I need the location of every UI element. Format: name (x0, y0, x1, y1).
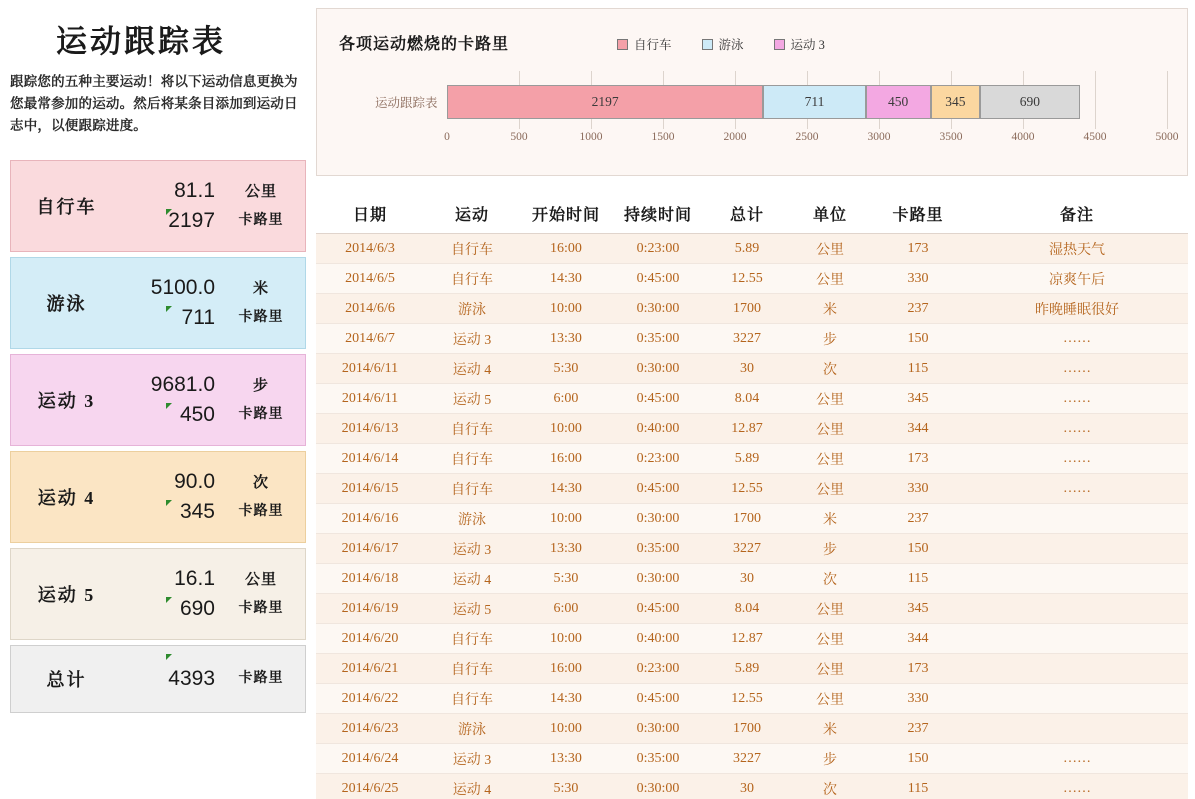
table-cell: 5:30 (520, 564, 612, 594)
table-cell (966, 684, 1188, 714)
table-row[interactable] (316, 624, 1188, 654)
table-cell: 115 (870, 774, 966, 799)
card-calorie-value: 450 (179, 403, 215, 426)
table-row[interactable] (316, 774, 1188, 799)
table-cell: …… (966, 354, 1188, 384)
table-row[interactable] (316, 684, 1188, 714)
table-row[interactable] (316, 234, 1188, 264)
table-cell: 自行车 (424, 264, 520, 294)
table-cell: 150 (870, 324, 966, 354)
card-calorie-unit: 卡路里 (238, 503, 284, 519)
table-cell: 2014/6/18 (316, 564, 424, 594)
legend-item (702, 35, 744, 53)
table-cell: 0:30:00 (612, 354, 704, 384)
table-cell: 0:30:00 (612, 564, 704, 594)
table-cell (966, 714, 1188, 744)
card-name: 总计 (46, 670, 87, 690)
column-header-notes: 备注 (966, 196, 1188, 234)
legend-swatch-bike (617, 39, 628, 50)
legend-swatch-exercise-3 (774, 39, 785, 50)
legend-label: 自行车 (634, 38, 672, 52)
table-cell: 2014/6/17 (316, 534, 424, 564)
table-cell: 0:35:00 (612, 534, 704, 564)
table-cell: …… (966, 774, 1188, 799)
table-cell: 0:45:00 (612, 684, 704, 714)
table-cell: 237 (870, 714, 966, 744)
chart-x-tick-label: 2000 (723, 131, 747, 143)
table-cell: 115 (870, 564, 966, 594)
calories-chart-panel (316, 8, 1188, 176)
table-cell: 0:23:00 (612, 444, 704, 474)
card-calorie-value: 345 (179, 500, 215, 523)
table-cell: 公里 (790, 594, 870, 624)
table-cell: 米 (790, 294, 870, 324)
table-cell: 330 (870, 264, 966, 294)
chart-x-tick-label: 5000 (1155, 131, 1179, 143)
table-cell: 运动 4 (424, 354, 520, 384)
table-cell: 5:30 (520, 774, 612, 799)
chart-x-axis (444, 131, 1179, 151)
table-cell: 次 (790, 774, 870, 799)
table-cell: 30 (704, 354, 790, 384)
chart-bar-value: 711 (804, 94, 825, 109)
card-distance-unit: 步 (252, 377, 269, 394)
table-row[interactable] (316, 714, 1188, 744)
card-distance-unit: 公里 (244, 183, 277, 200)
chart-x-tick-label: 0 (444, 131, 450, 143)
table-cell: 公里 (790, 474, 870, 504)
chart-x-tick-label: 1500 (651, 131, 675, 143)
table-cell: 2014/6/5 (316, 264, 424, 294)
table-row[interactable] (316, 534, 1188, 564)
table-cell: 6:00 (520, 594, 612, 624)
chart-x-tick-label: 4500 (1083, 131, 1107, 143)
page-description: 跟踪您的五种主要运动！将以下运动信息更换为您最常参加的运动。然后将某条目添加到运动日志中，以便跟踪进度。 (10, 74, 298, 133)
table-cell: 150 (870, 534, 966, 564)
table-cell: 米 (790, 714, 870, 744)
table-cell: 2014/6/25 (316, 774, 424, 799)
table-row[interactable] (316, 504, 1188, 534)
table-cell: 公里 (790, 414, 870, 444)
table-cell: 自行车 (424, 624, 520, 654)
table-cell: 3227 (704, 324, 790, 354)
table-cell: 1700 (704, 504, 790, 534)
card-distance-unit: 米 (252, 280, 269, 297)
table-cell: 12.55 (704, 684, 790, 714)
table-cell: 0:23:00 (612, 654, 704, 684)
table-cell (966, 564, 1188, 594)
table-cell: 3227 (704, 534, 790, 564)
chart-gridline (1167, 71, 1168, 129)
table-cell: 2014/6/20 (316, 624, 424, 654)
table-cell: 345 (870, 384, 966, 414)
table-cell: 0:35:00 (612, 744, 704, 774)
card-distance-unit: 次 (252, 474, 269, 491)
table-cell: 0:45:00 (612, 264, 704, 294)
table-cell (966, 624, 1188, 654)
table-cell: 2014/6/19 (316, 594, 424, 624)
table-cell: 自行车 (424, 654, 520, 684)
table-cell: 自行车 (424, 444, 520, 474)
legend-item (774, 35, 825, 53)
table-cell: 14:30 (520, 264, 612, 294)
table-row[interactable] (316, 354, 1188, 384)
table-cell: 公里 (790, 234, 870, 264)
comment-marker-icon (166, 403, 172, 409)
card-name: 运动 5 (37, 585, 96, 605)
chart-x-tick-label: 500 (510, 131, 528, 143)
card-calorie-unit: 卡路里 (238, 600, 284, 616)
table-cell: 237 (870, 504, 966, 534)
table-row[interactable] (316, 594, 1188, 624)
table-cell: 1700 (704, 714, 790, 744)
card-name: 游泳 (46, 294, 87, 314)
table-cell: 330 (870, 474, 966, 504)
table-cell: 运动 5 (424, 594, 520, 624)
table-cell: 173 (870, 654, 966, 684)
table-header-row (316, 196, 1188, 234)
card-distance-value: 16.1 (174, 567, 215, 591)
table-cell: 2014/6/14 (316, 444, 424, 474)
table-cell: 2014/6/16 (316, 504, 424, 534)
card-distance-unit: 公里 (244, 571, 277, 588)
table-cell: 步 (790, 324, 870, 354)
table-cell: 30 (704, 564, 790, 594)
comment-marker-icon (166, 306, 172, 312)
chart-bar-value: 2197 (591, 94, 619, 109)
table-cell: 运动 4 (424, 774, 520, 799)
table-cell: 步 (790, 534, 870, 564)
summary-cards (10, 160, 306, 718)
table-cell: 5.89 (704, 654, 790, 684)
column-header-total: 总计 (704, 196, 790, 234)
column-header-exercise: 运动 (424, 196, 520, 234)
table-cell: 12.55 (704, 264, 790, 294)
chart-plot-area (339, 71, 1179, 151)
chart-x-tick-label: 3000 (867, 131, 891, 143)
table-cell: 步 (790, 744, 870, 774)
table-cell: 16:00 (520, 444, 612, 474)
table-row[interactable] (316, 474, 1188, 504)
table-cell: …… (966, 324, 1188, 354)
table-cell: …… (966, 384, 1188, 414)
table-cell: 2014/6/13 (316, 414, 424, 444)
table-cell: 0:30:00 (612, 774, 704, 799)
table-cell: 0:23:00 (612, 234, 704, 264)
table-cell: …… (966, 414, 1188, 444)
table-cell (966, 504, 1188, 534)
table-row[interactable] (316, 654, 1188, 684)
card-distance-value: 9681.0 (150, 373, 215, 397)
card-calorie-value: 711 (181, 306, 215, 329)
summary-card-swim[interactable] (10, 257, 306, 349)
summary-card-exercise-3[interactable] (10, 354, 306, 446)
column-header-date: 日期 (316, 196, 424, 234)
table-row[interactable] (316, 414, 1188, 444)
table-cell: 公里 (790, 384, 870, 414)
column-header-duration: 持续时间 (612, 196, 704, 234)
table-cell: 344 (870, 624, 966, 654)
table-cell: 公里 (790, 624, 870, 654)
table-cell: 5:30 (520, 354, 612, 384)
table-row[interactable] (316, 294, 1188, 324)
table-cell: 凉爽午后 (966, 264, 1188, 294)
table-body (316, 234, 1188, 799)
card-distance-value: 90.0 (174, 470, 215, 494)
table-cell: 10:00 (520, 714, 612, 744)
table-cell: 14:30 (520, 474, 612, 504)
chart-x-tick-label: 2500 (795, 131, 819, 143)
column-header-unit: 单位 (790, 196, 870, 234)
exercise-log-table (316, 196, 1188, 799)
card-name: 运动 4 (37, 488, 96, 508)
column-header-start-time: 开始时间 (520, 196, 612, 234)
table-cell: 0:45:00 (612, 474, 704, 504)
chart-bar-segment (763, 85, 865, 119)
table-cell: 昨晚睡眠很好 (966, 294, 1188, 324)
table-cell: 10:00 (520, 294, 612, 324)
chart-title: 各项运动燃烧的卡路里 (339, 36, 510, 53)
table-cell: 0:40:00 (612, 414, 704, 444)
table-cell: …… (966, 744, 1188, 774)
chart-bar-value: 690 (1019, 94, 1040, 109)
table-cell: 345 (870, 594, 966, 624)
summary-card-exercise-5[interactable] (10, 548, 306, 640)
table-cell: 10:00 (520, 414, 612, 444)
table-cell: 14:30 (520, 684, 612, 714)
table-cell: 公里 (790, 684, 870, 714)
column-header-calories: 卡路里 (870, 196, 966, 234)
table-cell: 游泳 (424, 294, 520, 324)
card-calorie-unit: 卡路里 (238, 212, 284, 228)
table-cell: 0:35:00 (612, 324, 704, 354)
table-cell: 2014/6/3 (316, 234, 424, 264)
chart-x-tick-label: 3500 (939, 131, 963, 143)
card-calorie-unit: 卡路里 (238, 406, 284, 422)
table-cell: 公里 (790, 444, 870, 474)
table-cell: 173 (870, 444, 966, 474)
table-cell: 公里 (790, 654, 870, 684)
intro-section (10, 8, 306, 137)
chart-category-label: 运动跟踪表 (375, 96, 438, 110)
legend-item (617, 35, 672, 53)
table-cell: 运动 3 (424, 744, 520, 774)
table-cell: 运动 3 (424, 324, 520, 354)
table-cell: 16:00 (520, 234, 612, 264)
card-calorie-unit: 卡路里 (238, 309, 284, 325)
table-cell: 8.04 (704, 384, 790, 414)
table-cell: 3227 (704, 744, 790, 774)
table-cell: 30 (704, 774, 790, 799)
table-cell: 运动 4 (424, 564, 520, 594)
table-cell: 13:30 (520, 534, 612, 564)
chart-bars (447, 85, 1167, 119)
table-cell: 173 (870, 234, 966, 264)
table-cell: 运动 5 (424, 384, 520, 414)
table-cell: 8.04 (704, 594, 790, 624)
table-cell: 115 (870, 354, 966, 384)
card-total-value: 4393 (168, 667, 215, 691)
table-cell: 次 (790, 564, 870, 594)
card-total-unit: 卡路里 (238, 671, 284, 687)
table-cell: 5.89 (704, 444, 790, 474)
table-cell: 2014/6/23 (316, 714, 424, 744)
summary-card-total (10, 645, 306, 713)
chart-bar-segment (866, 85, 931, 119)
chart-bar-segment (931, 85, 981, 119)
table-cell: 0:45:00 (612, 384, 704, 414)
table-cell (966, 534, 1188, 564)
summary-card-exercise-4[interactable] (10, 451, 306, 543)
card-distance-value: 5100.0 (150, 276, 215, 300)
table-cell: 2014/6/22 (316, 684, 424, 714)
table-cell: 自行车 (424, 684, 520, 714)
chart-x-tick-label: 4000 (1011, 131, 1035, 143)
table-cell: 湿热天气 (966, 234, 1188, 264)
table-cell: 0:30:00 (612, 714, 704, 744)
comment-marker-icon (166, 654, 172, 660)
table-cell: 344 (870, 414, 966, 444)
table-row[interactable] (316, 324, 1188, 354)
table-cell: 6:00 (520, 384, 612, 414)
chart-bar-segment (980, 85, 1079, 119)
card-calorie-value: 690 (179, 597, 215, 620)
table-cell: 2014/6/21 (316, 654, 424, 684)
legend-swatch-swim (702, 39, 713, 50)
table-cell: 运动 3 (424, 534, 520, 564)
table-cell: 5.89 (704, 234, 790, 264)
chart-legend (617, 35, 825, 53)
chart-x-tick-label: 1000 (579, 131, 603, 143)
card-name: 运动 3 (37, 391, 96, 411)
table-cell: 自行车 (424, 414, 520, 444)
legend-label: 运动 3 (790, 38, 825, 52)
table-cell: 2014/6/11 (316, 384, 424, 414)
card-calorie-value: 2197 (168, 209, 215, 232)
table-cell: 米 (790, 504, 870, 534)
table-cell (966, 654, 1188, 684)
table-cell: 2014/6/24 (316, 744, 424, 774)
table-cell: 2014/6/6 (316, 294, 424, 324)
table-cell: 150 (870, 744, 966, 774)
chart-bar-segment (447, 85, 763, 119)
table-cell: …… (966, 444, 1188, 474)
table-cell: 237 (870, 294, 966, 324)
table-cell: 10:00 (520, 504, 612, 534)
table-cell: 2014/6/15 (316, 474, 424, 504)
table-cell: 1700 (704, 294, 790, 324)
comment-marker-icon (166, 500, 172, 506)
table-cell: 0:40:00 (612, 624, 704, 654)
legend-label: 游泳 (718, 38, 744, 52)
card-name: 自行车 (36, 197, 97, 217)
table-cell: 13:30 (520, 324, 612, 354)
table-row[interactable] (316, 444, 1188, 474)
table-cell: 次 (790, 354, 870, 384)
table-cell: 16:00 (520, 654, 612, 684)
table-cell (966, 594, 1188, 624)
comment-marker-icon (166, 597, 172, 603)
table-cell: 10:00 (520, 624, 612, 654)
table-cell: 游泳 (424, 504, 520, 534)
table-cell: 12.87 (704, 414, 790, 444)
table-cell: 2014/6/7 (316, 324, 424, 354)
table-cell: 自行车 (424, 474, 520, 504)
table-cell: 0:45:00 (612, 594, 704, 624)
comment-marker-icon (166, 209, 172, 215)
table-row[interactable] (316, 744, 1188, 774)
table-cell: 2014/6/11 (316, 354, 424, 384)
table-cell: 13:30 (520, 744, 612, 774)
table-row[interactable] (316, 564, 1188, 594)
table-row[interactable] (316, 264, 1188, 294)
table-cell: 自行车 (424, 234, 520, 264)
table-cell: 330 (870, 684, 966, 714)
chart-bar-value: 450 (888, 94, 909, 109)
table-cell: 0:30:00 (612, 504, 704, 534)
table-cell: 12.87 (704, 624, 790, 654)
table-cell: 游泳 (424, 714, 520, 744)
chart-bar-value: 345 (945, 94, 966, 109)
card-distance-value: 81.1 (174, 179, 215, 203)
table-cell: …… (966, 474, 1188, 504)
table-cell: 0:30:00 (612, 294, 704, 324)
table-cell: 12.55 (704, 474, 790, 504)
table-row[interactable] (316, 384, 1188, 414)
summary-card-bike[interactable] (10, 160, 306, 252)
page-title: 运动跟踪表 (56, 24, 226, 59)
table-cell: 公里 (790, 264, 870, 294)
